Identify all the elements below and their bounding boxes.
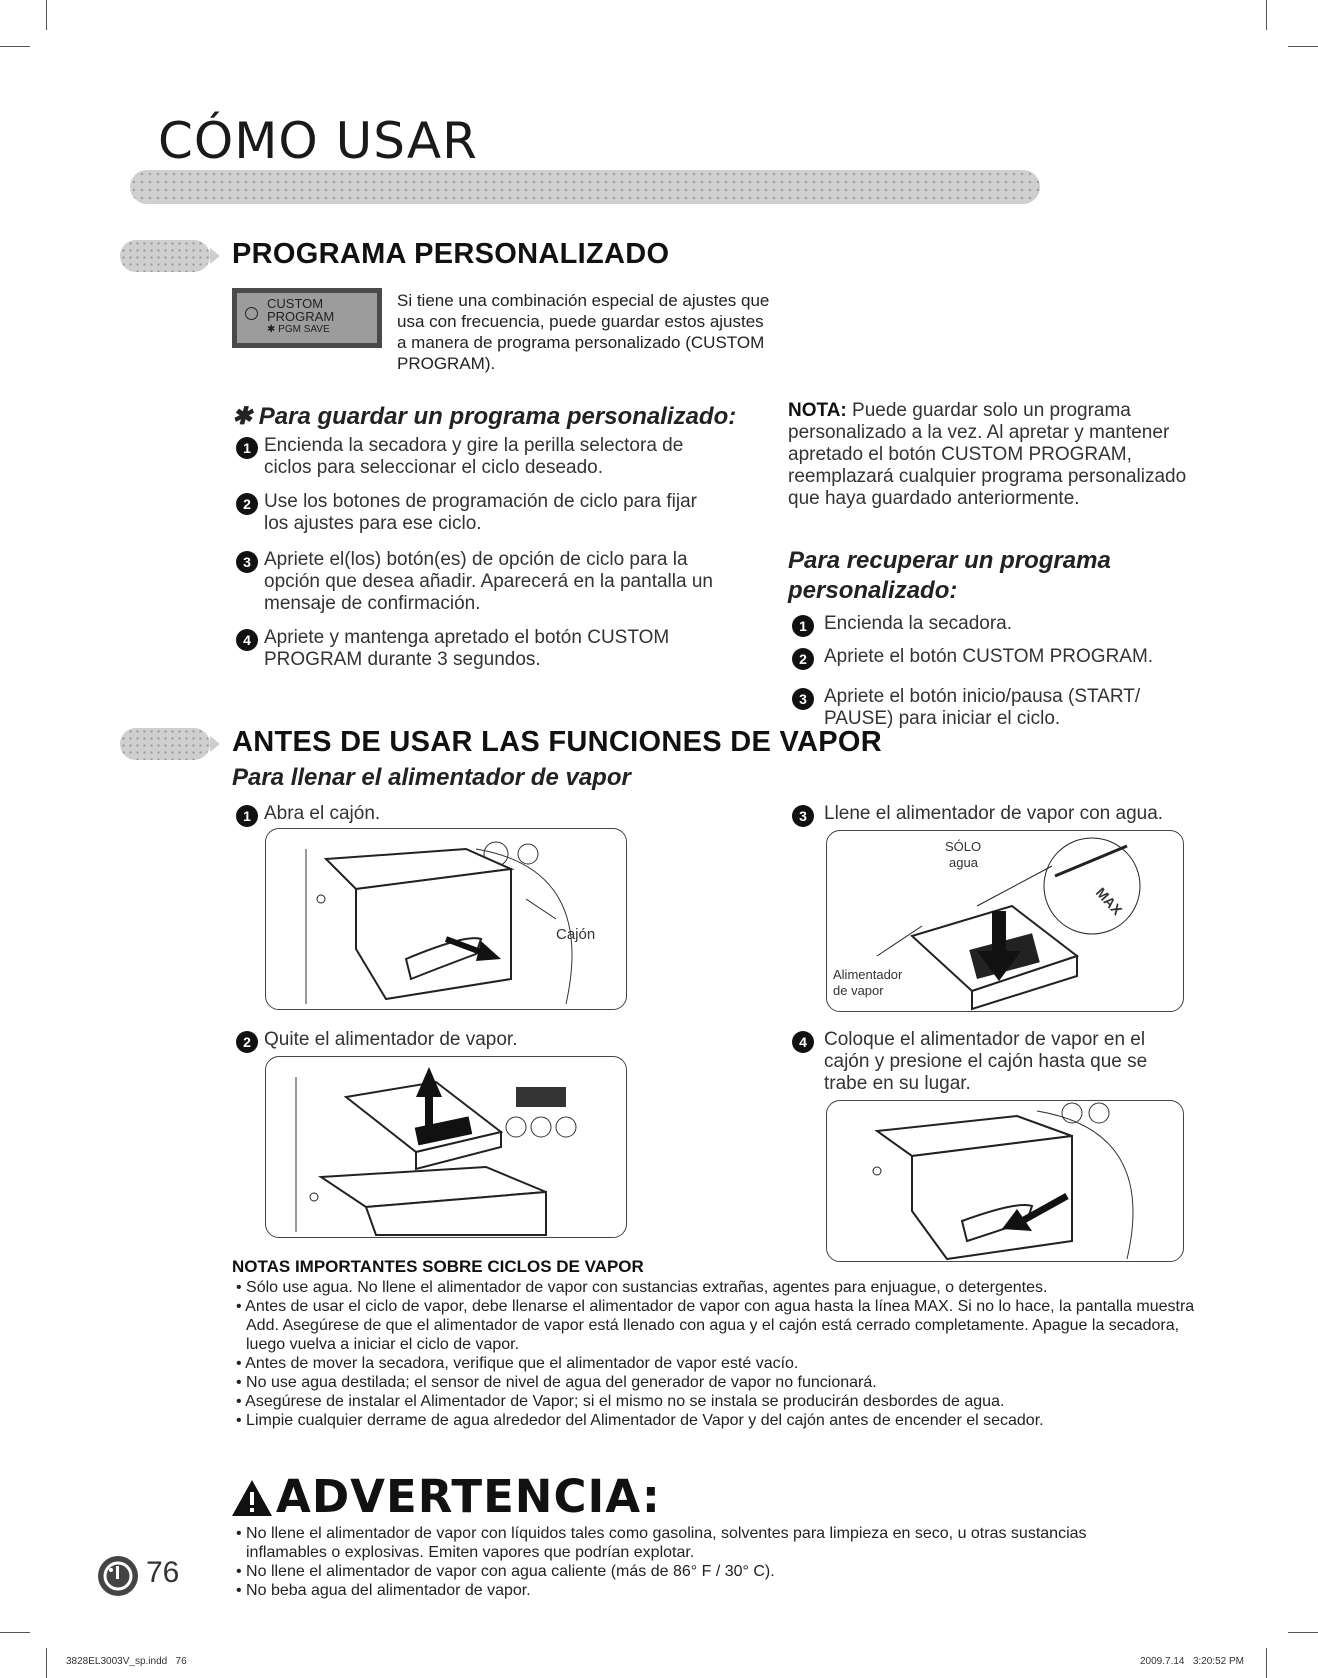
illustration-remove-feeder — [265, 1056, 627, 1238]
section-heading-steam: ANTES DE USAR LAS FUNCIONES DE VAPOR — [232, 726, 882, 758]
warning-triangle-icon — [230, 1478, 274, 1518]
label-alimentador: Alimentador — [833, 967, 903, 982]
step-number-icon: 4 — [236, 629, 258, 651]
save-step: Apriete el(los) botón(es) de opción de ciclo para la opción que desea añadir. Aparecerá en la pantalla un mensaje de confirmación. — [264, 549, 713, 614]
notes-item: • Antes de mover la secadora, verifique que el alimentador de vapor esté vacío. — [232, 1354, 1200, 1373]
save-step: Encienda la secadora y gire la perilla selectora de ciclos para seleccionar el ciclo deseado. — [264, 435, 684, 478]
steam-step: Llene el alimentador de vapor con agua. — [824, 803, 1164, 824]
recall-step: Apriete el botón inicio/pausa (START/ PAUSE) para iniciar el ciclo. — [824, 686, 1141, 729]
crop-mark — [0, 1632, 30, 1633]
crop-mark — [1266, 0, 1267, 30]
panel-label: CUSTOM — [267, 296, 324, 311]
warning-item: • No llene el alimentador de vapor con líquidos tales como gasolina, solventes para limpieza en seco, u otras sustancias inflamables o explosivas. Emiten vapores que podrían explotar. — [232, 1524, 1132, 1562]
section-marker — [120, 240, 210, 272]
recall-step: Encienda la secadora. — [824, 613, 1013, 634]
save-step: Apriete y mantenga apretado el botón CUSTOM PROGRAM durante 3 segundos. — [264, 627, 670, 670]
label-cajon: Cajón — [556, 926, 596, 943]
notes-item: • Asegúrese de instalar el Alimentador de Vapor; si el mismo no se instala se producirán desbordes de agua. — [232, 1392, 1200, 1411]
notes-item: • Limpie cualquier derrame de agua alrededor del Alimentador de Vapor y del cajón antes de encender el secador. — [232, 1411, 1200, 1430]
warning-list — [232, 1524, 1132, 1600]
recall-heading: Para recuperar un programa personalizado: — [788, 547, 1111, 604]
note-label: NOTA: — [788, 400, 847, 421]
label-agua: agua — [949, 855, 978, 870]
step-number-icon: 1 — [236, 437, 258, 459]
remove-feeder-drawing — [266, 1057, 626, 1237]
insert-feeder-drawing — [827, 1101, 1183, 1261]
label-max: MAX — [1092, 884, 1126, 919]
step-number-icon: 1 — [792, 615, 814, 637]
steam-step: Coloque el alimentador de vapor en el cajón y presione el cajón hasta que se trabe en su lugar. — [824, 1029, 1148, 1094]
custom-program-intro: Si tiene una combinación especial de ajustes que usa con frecuencia, puede guardar estos ajustes a manera de programa personalizado (CUSTOM PROGRAM). — [397, 291, 770, 373]
step-number-icon: 2 — [236, 493, 258, 515]
label-solo: SÓLO — [945, 839, 982, 854]
steam-step: Abra el cajón. — [264, 803, 381, 824]
step-number-icon: 4 — [792, 1031, 814, 1053]
step-number-icon: 2 — [792, 648, 814, 670]
crop-mark — [1288, 1632, 1318, 1633]
warning-item: • No llene el alimentador de vapor con agua caliente (más de 86° F / 30° C). — [232, 1562, 1132, 1581]
step-number-icon: 1 — [236, 805, 258, 827]
panel-label: PROGRAM — [267, 309, 335, 324]
save-heading: ✱ Para guardar un programa personalizado: — [232, 403, 737, 430]
page-title: CÓMO USAR — [158, 112, 478, 170]
crop-mark — [46, 1648, 47, 1678]
custom-program-panel — [232, 288, 382, 348]
crop-mark — [1266, 1648, 1267, 1678]
step-number-icon: 2 — [236, 1031, 258, 1053]
step-number-icon: 3 — [792, 688, 814, 710]
recall-step: Apriete el botón CUSTOM PROGRAM. — [824, 646, 1154, 667]
steam-step: Quite el alimentador de vapor. — [264, 1029, 518, 1050]
step-number-icon: 3 — [236, 551, 258, 573]
page-number: 76 — [146, 1556, 180, 1589]
note-block — [788, 400, 1193, 510]
note-text: Puede guardar solo un programa personalizado a la vez. Al apretar y mantener apretado el botón CUSTOM PROGRAM, reemplazará cualquier programa personalizado que haya guardado anteriormente. — [788, 400, 1187, 509]
crop-mark — [0, 46, 30, 47]
crop-mark — [46, 0, 47, 30]
panel-label: ✱ PGM SAVE — [267, 324, 330, 335]
step-number-icon: 3 — [792, 805, 814, 827]
notes-heading: NOTAS IMPORTANTES SOBRE CICLOS DE VAPOR — [232, 1257, 644, 1276]
drawer-open-drawing — [266, 829, 626, 1009]
warning-item: • No beba agua del alimentador de vapor. — [232, 1581, 1132, 1600]
notes-item: • Sólo use agua. No llene el alimentador de vapor con sustancias extrañas, agentes para enjuague, o detergentes. — [232, 1278, 1200, 1297]
section-marker — [120, 728, 210, 760]
fill-water-drawing — [827, 831, 1183, 1011]
lg-logo-icon — [96, 1554, 140, 1598]
warning-heading: ADVERTENCIA: — [276, 1470, 661, 1523]
label-de-vapor: de vapor — [833, 983, 884, 998]
notes-item: • Antes de usar el ciclo de vapor, debe llenarse el alimentador de vapor con agua hasta la línea MAX. Si no lo hace, la pantalla muestra Add. Asegúrese de que el alimentador de vapor está llenado con agua y el cajón está cerrado completamente. Apague la secadora, luego vuelva a iniciar el ciclo de vapor. — [232, 1297, 1200, 1354]
title-band — [130, 170, 1040, 204]
footer-file: 3828EL3003V_sp.indd 76 — [66, 1656, 187, 1667]
notes-item: • No use agua destilada; el sensor de nivel de agua del generador de vapor no funcionará. — [232, 1373, 1200, 1392]
illustration-insert-feeder — [826, 1100, 1184, 1262]
footer-timestamp: 2009.7.14 3:20:52 PM — [1140, 1656, 1244, 1667]
save-step: Use los botones de programación de ciclo para fijar los ajustes para ese ciclo. — [264, 491, 698, 534]
section-heading-custom-program: PROGRAMA PERSONALIZADO — [232, 238, 670, 270]
crop-mark — [1288, 46, 1318, 47]
radio-icon — [245, 307, 258, 320]
illustration-fill-water — [826, 830, 1184, 1012]
notes-list — [232, 1278, 1200, 1430]
steam-subheading: Para llenar el alimentador de vapor — [232, 764, 631, 791]
illustration-open-drawer — [265, 828, 627, 1010]
